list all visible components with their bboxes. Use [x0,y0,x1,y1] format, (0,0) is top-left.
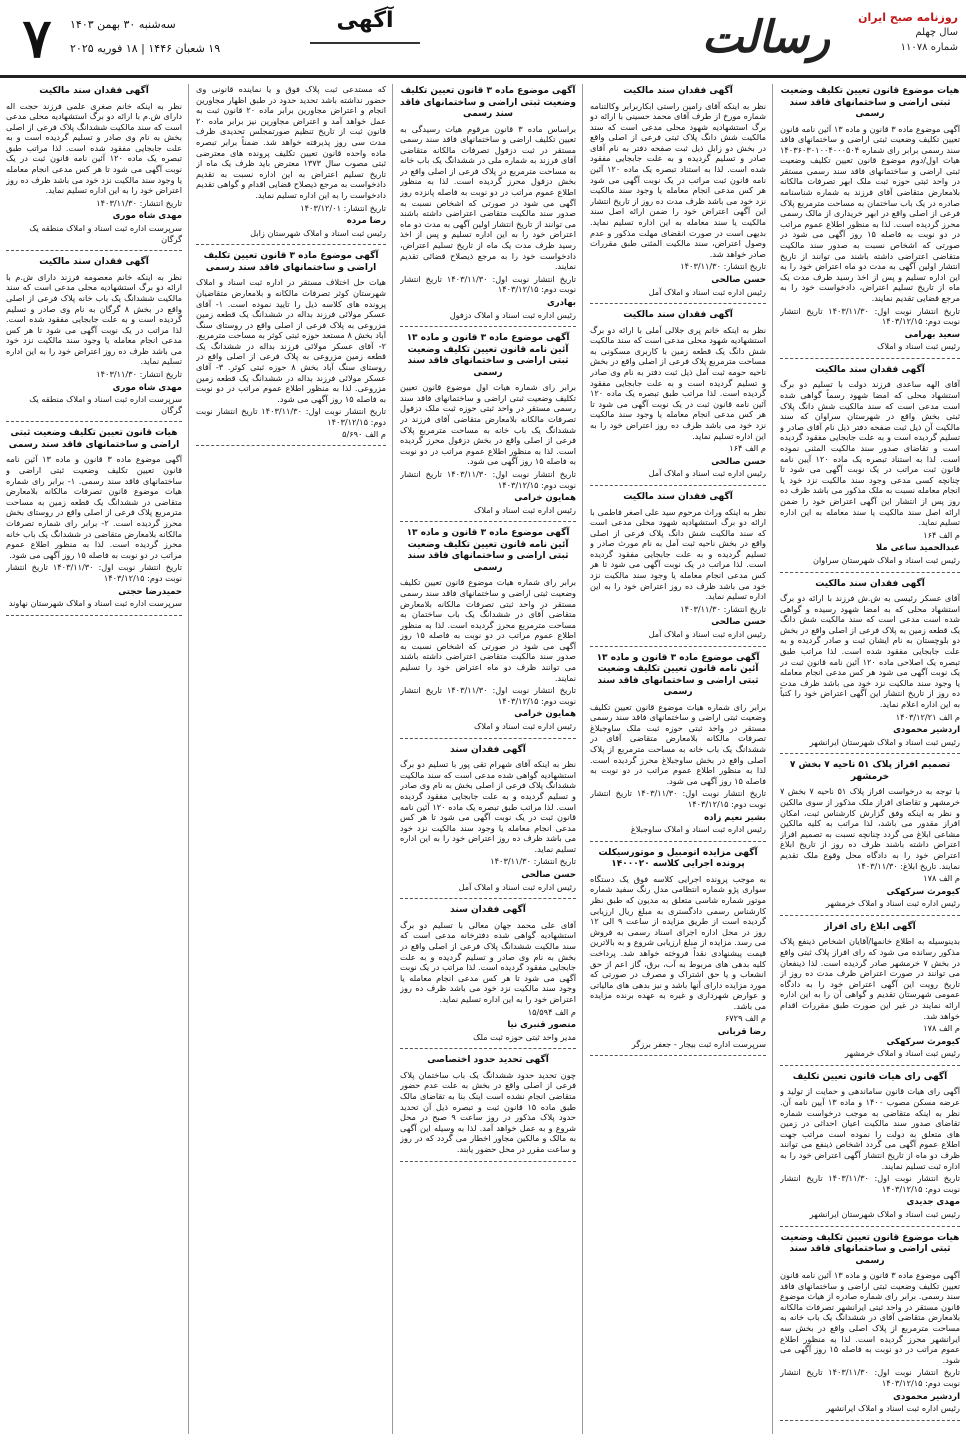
ad-separator [780,1065,960,1067]
ad-body: نظر به اینکه خانم معصومه فرزند دارای ش.م با ارائه دو برگ استشهادیه محلی مدعی است که سند مالکیت ششدانگ یک باب خانه پلاک فرعی از اصلی واقع در بخش ۸ گرگان به نام وی صادر و تسلیم گردیده است و به علت جابجایی مفقود شده است. لذا مراتب در یک نوبت آگهی می شود تا هر کس مدعی انجام معامله یا وجود سند مالکیت نزد خود می باشد ظرف ده روز اعتراض خود را به این اداره تسلیم نماید. [6,271,182,367]
page-header [0,0,966,78]
column-rule [188,84,189,1434]
ad-signature: مهدی شاه موری [112,211,182,222]
section-rule [310,42,420,52]
ad-separator [590,841,766,843]
ad-organization: مدیر واحد ثبتی حوزه ثبت ملک [473,1031,576,1042]
ad-notice [400,333,576,515]
ad-signature: سعید بهرامی [904,329,960,340]
ad-dates: تاریخ انتشار: ۱۴۰۳/۱۱/۳۰ [490,856,576,867]
ad-signature: بهادری [546,298,576,308]
ad-body: آقای علی محمد جهان معالی با تسلیم دو برگ استشهادیه گواهی شده دفترخانه مدعی است که سند مالکیت ششدانگ پلاک فرعی از اصلی واقع در بخش به نام وی صادر و تسلیم گردیده و به علت جابجایی مفقود گردیده است. لذا مراتب در یک نوبت آگهی می شود تا هر کس مدعی انجام معامله یا وجود سند مالکیت نزد خود می باشد ظرف ده روز اعتراض خود را به این اداره تسلیم نماید. [400,919,576,1004]
ad-notice [6,428,182,608]
ad-separator [780,753,960,755]
ad-signature: حسن صالحی [711,617,766,628]
ad-separator [400,738,576,740]
ad-separator [780,572,960,574]
ad-body: که مستدعی ثبت پلاک فوق و یا نماینده قانونی وی حضور نداشته باشد تحدید حدود در طبق اظهار مجاورین انجام و اعتراض مجاورین برابر ماده ۲۰ قانون ثبت به عمل خواهد آمد و اعتراض مجاورین نیز برابر ماده ۲۰ قانون ثبت از تاریخ تنظیم صورتمجلس تحدیدی ظرف مدت سی روز پذیرفته خواهد شد. ضمناً برابر تبصره ماده واحده قانون تعیین تکلیف پرونده های معترضی ثبتی مصوب سال ۱۳۷۳ معترض باید ظرف یک ماه از تاریخ تسلیم اعتراض به این اداره نسبت به تقدیم دادخواست به مرجع ذیصلاح قضایی اقدام و گواهی تقدیم دادخواست را به این اداره تسلیم نماید. [196,84,386,200]
ad-signature: حسن صالحی [711,456,766,467]
ad-body: چون تحدید حدود ششدانگ یک باب ساختمان پلاک فرعی از اصلی واقع در بخش به علت عدم حضور متقاضی انجام نشده است اینک بنا به تقاضای مالک طبق ماده ۱۵ قانون ثبت و تبصره ذیل آن تحدید حدود پلاک مذکور در روز ساعت ۹ صبح در محل شروع و به عمل خواهد آمد. لذا به وسیله این آگهی به مالک و مالکین مجاور اخطار می گردد که در روز و ساعت مقرر در محل حضور یابند. [400,1069,576,1154]
ad-notice [590,492,766,640]
ad-title: آگهی مزایده اتومبیل و موتورسیکلت پرونده اجرایی کلاسه ۱۴۰۰۰۲۰ [598,847,758,870]
ad-title: هیات قانون تعیین تکلیف وضعیت ثبتی اراضی و ساختمانهای فاقد سند رسمی [8,428,180,450]
ad-column-1 [780,84,960,1434]
ad-body: نظر به اینکه آقای رامین راستی ابکاربرابر وکالتنامه شماره مورخ از طرف آقای محمد حسینی با ارائه دو برگ استشهادیه شهود محلی مدعی است که سند مالکیت شش دانگ پلاک ثبتی فرعی از اصلی واقع در بخش دو زابل ذیل ثبت صفحه دفتر به نام آقای صادر و تسلیم گردیده و به علت جابجایی مفقود شده است. لذا به استناد تبصره یک ماده ۱۲۰ آئین نامه قانون ثبت مراتب در یک نوبت آگهی می شود هر کس مدعی انجام معامله یا وجود سند مالکیت نزد خود می باشد ظرف مدت ده روز از تاریخ انتشار این آگهی اعتراض خود را ضمن ارائه اصل سند مالکیت یا سند معامله به این اداره تسلیم نماید. بدیهی است در صورت انقضای مهلت مذکور و عدم وصول اعتراض، سند مالکیت المثنی طبق مقررات صادر خواهد شد. [590,100,766,259]
ad-separator [400,1048,576,1050]
ad-signature: حسن صالحی [521,870,576,881]
ad-body: با توجه به درخواست افراز پلاک ۵۱ ناحیه ۷ بخش ۷ خرمشهر و تقاضای افراز ملک مذکور از سوی مالکین و نظر به اینکه وفق گزارش کارشناس ثبت، امکان افراز مقدور می باشد، لذا مراتب به کلیه مالکین مشاعی ابلاغ می گردد چنانچه نسبت به تصمیم افراز اعتراض داشته باشند ظرف ده روز از تاریخ ابلاغ اعتراض خود را به دادگاه محل وقوع ملک تقدیم نمایند. تاریخ ابلاغ: ۱۴۰۳/۱۱/۳۰ [780,786,960,871]
page-number: ۷ [22,6,52,70]
ad-separator [400,1161,576,1163]
ad-dates: تاریخ انتشار نوبت اول: ۱۴۰۳/۱۱/۳۰ تاریخ انتشار نوبت دوم: ۱۴۰۳/۱۲/۱۵ [780,1367,960,1388]
ad-body: برابر رای شماره هیات موضوع قانون تعیین تکلیف وضعیت ثبتی اراضی و ساختمانهای فاقد سند رسمی مستقر در واحد ثبتی تصرفات مالکانه بلامعارض متقاضی آقای در ششدانگ یک باب ساختمان به مساحت مترمربع محرز گردیده است. لذا به منظور اطلاع عموم مراتب در دو نوبت به فاصله ۱۵ روز آگهی می شود در صورتی که اشخاص نسبت به صدور سند مالکیت متقاضی اعتراضی داشته باشند می توانند ظرف دو ماه اعتراض خود را تسلیم نمایند. [400,577,576,683]
ad-separator [400,898,576,900]
ad-separator [400,521,576,523]
ad-body: آقای الهه ساعدی فرزند دولت با تسلیم دو برگ استشهاد محلی که امضا شهود رسماً گواهی شده است مدعی است که سند مالکیت شش دانگ پلاک ثبتی بخش واقع در شهرستان سراوان که سند مالکیت آن ذیل ثبت صفحه دفتر ذیل نام آقای صادر و تسلیم گردیده است و به علت جابجایی مفقود گردیده است و تقاضای صدور سند مالکیت المثنی نموده است. لذا به استناد تبصره یک ماده ۱۲۰ آیین نامه قانون ثبت مراتب در یک نوبت آگهی می شود تا چنانچه کسی مدعی وجود سند مالکیت نزد خود یا انجام معامله نسبت به ملک مذکور می باشد ظرف ده روز پس از انتشار این آگهی اعتراض خود را ضمن ارائه اصل سند مالکیت یا سند معامله به این اداره تسلیم نماید. [780,379,960,528]
ad-signature: همایون خرامی [514,709,576,720]
ad-dates: تاریخ انتشار نوبت اول: ۱۴۰۳/۱۱/۳۰ تاریخ انتشار نوبت دوم: ۱۴۰۳/۱۲/۱۵ [196,406,386,428]
ad-signature: منصور قنبری نیا [507,1020,576,1031]
ad-organization: رئیس اداره ثبت اسناد و املاک آمل [458,881,576,892]
ad-body: برابر رای شماره هیات موضوع قانون تعیین تکلیف وضعیت ثبتی اراضی و ساختمانهای فاقد سند رسمی مستقر در واحد ثبتی حوزه ثبت ملک ساوجبلاغ تصرفات مالکانه بلامعارض متقاضی آقای در ششدانگ یک باب خانه به مساحت مترمربع از پلاک اصلی واقع در بخش ساوجبلاغ محرز گردیده است. لذا به منظور اطلاع عموم مراتب در دو نوبت به فاصله ۱۵ روز آگهی می شود. [590,701,766,786]
ad-notice [780,760,960,909]
ad-separator [780,1226,960,1228]
ad-body: آقای عسکر رئیسی به ش.ش فرزند با ارائه دو برگ استشهاد محلی که به امضا شهود رسیده و گواهی شده است مدعی است که سند مالکیت شش دانگ یک قطعه زمین به پلاک فرعی از اصلی واقع در بخش دو بلوچستان به نام ایشان ثبت و صادر گردیده و به علت جابجایی مفقود شده است. لذا مراتب طبق تبصره یک اصلاحی ماده ۱۲۰ آئین نامه قانون ثبت در یک نوبت آگهی می شود هر کس مدعی انجام معامله یا وجود سند مالکیت نزد خود می باشد ظرف مدت ده روز از تاریخ انتشار این آگهی اعتراض خود را کتباً به این اداره اعلام نماید. [780,593,960,709]
ad-title: آگهی فقدان سند مالکیت [815,364,925,375]
ad-signature: رضا قربانی [717,1027,766,1038]
ad-column-2 [590,84,766,1434]
ad-notice [780,86,960,352]
ad-title: آگهی موضوع ماده ۳ قانون و ماده ۱۳ آئین نامه قانون تعیین تکلیف وضعیت ثبتی اراضی و ساختمانهای فاقد سند رسمی [406,333,570,378]
ad-dates: م الف ۱۶۴ [729,443,766,454]
column-rule [582,84,583,1434]
ad-notice [400,1055,576,1154]
ad-organization: رئیس اداره ثبت اسناد و املاک آمل [648,629,766,640]
ad-title: هیات موضوع قانون تعیین تکلیف وضعیت ثبتی اراضی و ساختمانهای فاقد سند رسمی [780,1232,960,1266]
ad-organization: رئیس ثبت اسناد و املاک خرمشهر [844,1048,960,1059]
ad-notice [400,745,576,893]
ad-organization: رئیس اداره ثبت اسناد و املاک ایرانشهر [826,1403,960,1414]
ad-dates: تاریخ انتشار نوبت اول: ۱۴۰۳/۱۱/۳۰ تاریخ انتشار نوبت دوم: ۱۴۰۳/۱۲/۱۵ [400,468,576,490]
ad-dates: م الف ۱۷۸ [923,1023,960,1034]
ad-separator [6,250,182,252]
ad-separator [780,358,960,360]
ad-organization: رئیس اداره ثبت اسناد و املاک [474,721,576,732]
ad-organization: رئیس اداره ثبت اسناد و املاک خرمشهر [825,898,960,909]
ad-separator [590,1055,766,1057]
ad-title: آگهی فقدان سند مالکیت [39,86,149,96]
ad-signature: مهدی شاه موری [112,382,182,393]
ad-signature: حسن صالحی [711,275,766,285]
ad-column-5 [6,84,182,1434]
brand-name: روزنامه صبح ایران [858,11,958,24]
date-line-2: ۱۹ شعبان ۱۴۴۶ | ۱۸ فوریه ۲۰۲۵ [70,42,221,55]
ad-dates: تاریخ انتشار: ۱۴۰۳/۱۱/۳۰ [680,261,766,272]
ad-body: آگهی موضوع ماده ۳ قانون و ماده ۱۳ آئین نامه قانون تعیین تکلیف وضعیت ثبتی اراضی و ساختمانهای فاقد سند رسمی. ۱- برابر رای شماره هیات موضوع قانون تصرفات مالکانه بلامعارض متقاضی در ششدانگ یک قطعه زمین به مساحت مترمربع پلاک فرعی از اصلی واقع در روستای بخش محرز گردیده است. ۲- برابر رای شماره تصرفات مالکانه بلامعارض متقاضی در ششدانگ یک باب خانه محرز گردیده است. لذا به منظور اطلاع عموم مراتب در دو نوبت به فاصله ۱۵ روز آگهی می شود. [6,454,182,560]
ad-separator [590,303,766,305]
ad-title: آگهی تحدید حدود اختصاصی [427,1055,549,1066]
column-rule [392,84,393,1434]
ad-organization: سرپرست اداره ثبت اسناد و املاک منطقه یک گرگان [29,394,182,415]
ad-body: براساس ماده ۳ قانون مرقوم هیات رسیدگی به تعیین تکلیف اراضی و ساختمانهای فاقد سند رسمی مستقر در ثبت دزفول تصرفات مالکانه متقاضی آقای فرزند به شماره ملی در ششدانگ یک باب خانه به مساحت مترمربع در پلاک فرعی از اصلی واقع در بخش دزفول محرز گردیده است. لذا به منظور اطلاع عموم مراتب در دو نوبت به فاصله پانزده روز آگهی می شود در صورتی که اشخاص نسبت به صدور سند مالکیت متقاضی اعتراضی داشته باشند می توانند از تاریخ انتشار اولین آگهی به مدت دو ماه اعتراض خود را به این اداره تسلیم و پس از اخذ رسید ظرف مدت یک ماه از تاریخ تسلیم اعتراض، دادخواست خود را به مرجع ذیصلاح قضائی تقدیم نمایند. [400,123,576,272]
ad-title: آگهی فقدان سند [450,744,526,755]
ad-notice [196,84,386,238]
ad-notice [590,310,766,479]
ad-body: هیات حل اختلاف مستقر در اداره ثبت اسناد و املاک شهرستان کوثر تصرفات مالکانه و بلامعارض متقاضیان پرونده های کلاسه ذیل را تایید نموده است. ۱- آقای عسکر مولائی فرزند بداله در ششدانگ یک قطعه زمین مزروعی به پلاک فرعی از اصلی واقع در روستای سنگ آباد بخش ۸ مستعد حوزه ثبتی کوثر به مساحت مترمربع. ۲- آقای عسکر مولائی فرزند بداله در ششدانگ یک قطعه زمین مزروعی به پلاک فرعی از اصلی واقع در روستای سنگ آباد بخش ۸ حوزه ثبتی کوثر. ۳- آقای عسکر مولائی فرزند بداله در ششدانگ یک قطعه زمین مزروعی. لذا به منظور اطلاع عموم مراتب در دو نوبت به فاصله ۱۵ روز آگهی می شود. [196,277,386,404]
ad-notice [780,1233,960,1414]
ad-separator [400,326,576,328]
ad-body: نظر به اینکه خانم صغری علمی فرزند حجت اله دارای ش.م با ارائه دو برگ استشهادیه محلی مدعی است که سند مالکیت ششدانگ پلاک فرعی از اصلی بخش به نام وی صادر و تسلیم گردیده است و به علت جابجایی مفقود شده است. لذا مراتب طبق تبصره یک ماده ۱۲۰ آئین نامه قانون ثبت در یک نوبت آگهی می شود تا هر کس مدعی انجام معامله یا وجود سند مالکیت نزد خود می باشد ظرف ده روز اعتراض خود را به این اداره تسلیم نماید. [6,100,182,196]
ad-body: برابر رای شماره هیات اول موضوع قانون تعیین تکلیف وضعیت ثبتی اراضی و ساختمانهای فاقد سند رسمی مستقر در واحد ثبتی حوزه ثبت ملک دزفول تصرفات مالکانه بلامعارض متقاضی آقای فرزند در ششدانگ یک باب خانه به مساحت مترمربع پلاک فرعی از اصلی واقع در بخش دزفول محرز گردیده است. لذا به منظور اطلاع عموم مراتب در دو نوبت به فاصله ۱۵ روز آگهی می شود. [400,382,576,467]
ad-signature: اردشیر محمودی [893,1391,960,1402]
ad-separator [780,1420,960,1422]
ad-signature: مهدی جدیدی [906,1197,960,1208]
ad-notice [780,579,960,748]
ad-title: آگهی موضوع ماده ۳ قانون تعیین تکلیف وضعیت ثبتی اراضی و ساختمانهای فاقد سند رسمی [400,86,576,119]
ad-notice [590,848,766,1050]
ad-notice [780,922,960,1059]
date-line-1: سه‌شنبه ۳۰ بهمن ۱۴۰۳ [70,18,176,31]
ad-column-4 [196,84,386,1434]
ad-notice [400,905,576,1042]
ad-dates: تاریخ انتشار نوبت اول: ۱۴۰۳/۱۱/۳۰ تاریخ انتشار نوبت دوم: ۱۴۰۳/۱۲/۱۵ [780,305,960,327]
ad-dates: تاریخ انتشار: ۱۴۰۳/۱۱/۳۰ [680,603,766,614]
ad-title: آگهی موضوع ماده ۳ قانون و ماده ۱۳ آئین نامه قانون تعیین تکلیف وضعیت ثبتی اراضی و ساختمانهای فاقد سند رسمی [406,528,570,573]
ad-notice [196,251,386,439]
ad-title: آگهی فقدان سند مالکیت [815,578,925,589]
ad-notice [400,528,576,731]
ad-dates: تاریخ انتشار نوبت اول: ۱۴۰۳/۱۱/۳۰ تاریخ انتشار نوبت دوم: ۱۴۰۳/۱۲/۱۵ [6,562,182,583]
ad-signature: رضا مرده [346,216,386,227]
ads-content [6,84,960,1434]
ad-dates: تاریخ انتشار نوبت اول: ۱۴۰۳/۱۱/۳۰ تاریخ انتشار نوبت دوم: ۱۴۰۳/۱۲/۱۵ [780,1173,960,1194]
ad-dates: تاریخ انتشار نوبت اول: ۱۴۰۳/۱۱/۳۰ تاریخ انتشار نوبت دوم: ۱۴۰۳/۱۲/۱۵ [400,273,576,295]
ad-notice [400,86,576,320]
ad-title: آگهی موضوع ماده ۳ قانون و ماده ۱۳ آئین نامه قانون تعیین تکلیف وضعیت ثبتی اراضی و ساختمانهای فاقد سند رسمی [596,652,760,698]
ad-organization: رئیس ثبت اسناد و املاک شهرستان ایرانشهر [809,1208,960,1219]
ad-notice [590,653,766,835]
ad-notice [780,365,960,566]
column-rule [772,84,773,1434]
ad-separator [780,915,960,917]
ad-organization: رئیس اداره ثبت اسناد و املاک دزفول [449,309,576,320]
ad-body: آگهی موضوع ماده ۳ قانون و ماده ۱۳ آئین نامه قانون تعیین تکلیف وضعیت ثبتی اراضی و ساختمانهای فاقد سند رسمی برابر رای شماره ۱۴۰۳۶۰۳۰۱۰۰۴۰۰۰۵۰۴ هیات اول/دوم موضوع قانون تعیین تکلیف وضعیت ثبتی اراضی و ساختمانهای فاقد سند رسمی مستقر در واحد ثبتی حوزه ثبت ملک ابهر تصرفات مالکانه بلامعارض متقاضی آقای فرزند به شماره شناسنامه صادره در یک باب ساختمان به مساحت مترمربع پلاک فرعی از اصلی واقع در ابهر خریداری از مالک رسمی محرز گردیده است. لذا به منظور اطلاع عموم مراتب در دو نوبت به فاصله ۱۵ روز آگهی می شود در صورتی که اشخاص نسبت به صدور سند مالکیت متقاضی اعتراضی داشته باشند می توانند از تاریخ انتشار اولین آگهی به مدت دو ماه اعتراض خود را به این اداره تسلیم و پس از اخذ رسید ظرف مدت یک ماه از تاریخ تسلیم اعتراض، دادخواست خود را به مرجع قضایی تقدیم نمایند. [780,123,960,303]
ad-organization: رئیس اداره ثبت اسناد و املاک آمل [648,286,766,297]
ad-body: آگهی رای هیات قانون ساماندهی و حمایت از تولید و عرضه مسکن مصوب ۱۴۰۰ و ماده ۱۳ آیین نامه آن. نظر به اینکه متقاضی به موجب درخواست شماره تقاضای صدور سند مالکیت اعیان احداثی در زمین های متعلق به دولت را نموده است مراتب جهت اطلاع عموم آگهی می گردد اشخاص ذینفع می توانند ظرف دو ماه از تاریخ انتشار آگهی اعتراض خود را به اداره ثبت تسلیم نمایند. [780,1086,960,1171]
ad-organization: رئیس ثبت اسناد و املاک شهرستان سراوان [812,554,960,565]
ad-notice [6,257,182,415]
ad-separator [6,421,182,423]
ad-organization: رئیس اداره ثبت اسناد و املاک آمل [648,468,766,479]
ad-separator [196,445,386,447]
ad-title: آگهی فقدان سند مالکیت [623,310,733,321]
ad-separator [196,244,386,246]
ad-body: نظر به اینکه خانم پری جلالی آملی با ارائه دو برگ استشهادیه شهود محلی مدعی است که سند مالکیت شش دانگ یک قطعه زمین با کاربری مسکونی به مساحت مترمربع پلاک فرعی از اصلی واقع در بخش ناحیه حومه ثبت آمل ذیل ثبت دفتر به نام وی صادر و تسلیم گردیده است و به علت جابجایی مفقود گردیده است. لذا مراتب طبق تبصره یک ماده ۱۲۰ آئین نامه قانون ثبت در یک نوبت آگهی می شود تا هر کس مدعی انجام معامله یا وجود سند مالکیت نزد خود می باشد ظرف ده روز اعتراض خود را به این اداره تسلیم نماید. [590,324,766,441]
brand-year: سال چهلم [915,27,958,38]
ad-body: آگهی موضوع ماده ۳ قانون و ماده ۱۳ آئین نامه قانون تعیین تکلیف وضعیت ثبتی اراضی و ساختمانهای فاقد سند رسمی. برابر رای شماره صادره از هیات موضوع قانون مستقر در واحد ثبتی ایرانشهر تصرفات مالکانه بلامعارض متقاضی آقای در ششدانگ یک باب خانه به مساحت مترمربع از پلاک اصلی واقع در بخش سه ایرانشهر محرز گردیده است. لذا به منظور اطلاع عموم مراتب در دو نوبت به فاصله ۱۵ روز آگهی می شود. [780,1270,960,1365]
ad-body: بدینوسیله به اطلاع خانمها/آقایان اشخاص ذینفع پلاک مذکور رسانده می شود که رای افراز پلاک ثبتی واقع در بخش ۷ خرمشهر صادر گردیده است. لذا ذینفعان می توانند در صورت اعتراض ظرف مدت ده روز از تاریخ رویت این آگهی اعتراض خود را به دادگاه عمومی شهرستان تقدیم و گواهی آن را به این اداره ارائه نمایند در غیر این صورت طبق مقررات اقدام خواهد شد. [780,936,960,1021]
ad-notice [780,1072,960,1220]
ad-title: آگهی فقدان سند مالکیت [39,257,149,268]
ad-organization: سرپرست اداره ثبت اسناد و املاک شهرستان نهاوند [8,598,182,609]
ad-organization: سرپرست اداره ثبت اسناد و املاک منطقه یک گرگان [29,223,182,244]
ad-dates: م الف ۶۷۲۹ [724,1013,766,1024]
ad-dates: تاریخ انتشار: ۱۴۰۳/۱۱/۳۰ [96,369,182,380]
ad-dates: تاریخ انتشار: ۱۴۰۳/۱۱/۳۰ [96,197,182,208]
ad-title: آگهی موضوع ماده ۳ قانون تعیین تکلیف اراضی و ساختمانهای فاقد سند رسمی [203,251,379,273]
ad-title: آگهی رای هیات قانون تعیین تکلیف [792,1071,948,1082]
newspaper-logo: رسالت [701,12,831,63]
ad-dates: تاریخ انتشار: ۱۴۰۳/۱۲/۰۱ [300,202,386,213]
ad-organization: رئیس ثبت اسناد و املاک شهرستان زابل [250,227,386,238]
ad-body: نظر به اینکه وراث مرحوم سید علی اصغر فاطمی با ارائه دو برگ استشهادیه شهود محلی مدعی است که سند مالکیت شش دانگ پلاک فرعی از اصلی واقع در بخش ناحیه ثبت آمل به نام مورث صادر و تسلیم گردیده و به علت جابجایی مفقود گردیده است. لذا مراتب در یک نوبت آگهی می شود تا هر کس مدعی انجام معامله یا وجود سند مالکیت نزد خود می باشد ظرف ده روز اعتراض خود را به این اداره تسلیم نماید. [590,506,766,602]
ad-title: آگهی فقدان سند مالکیت [623,492,733,502]
ad-title: آگهی فقدان سند مالکیت [623,86,733,96]
ad-notice [590,86,766,297]
ad-column-3 [400,84,576,1434]
ad-dates: م الف ۱۴۰۳/۱۲/۲۱ [895,711,960,722]
ad-signature: بشیر نعیم زاده [704,812,766,823]
ad-dates: م الف ۱۶۴ [923,529,960,540]
ad-body: نظر به اینکه آقای شهرام تقی پور با تسلیم دو برگ استشهادیه گواهی شده مدعی است که سند مالکیت ششدانگ پلاک فرعی از اصلی بخش به نام وی صادر و تسلیم گردیده و به علت جابجایی مفقود گردیده است. لذا مراتب طبق تبصره یک ماده ۱۲۰ آئین نامه قانون ثبت در یک نوبت آگهی می شود تا هر کس مدعی انجام معامله یا وجود سند مالکیت نزد خود می باشد ظرف ده روز اعتراض خود را به این اداره تسلیم نماید. [400,759,576,854]
ad-organization: رئیس اداره ثبت اسناد و املاک [474,504,576,515]
ad-organization: رئیس ثبت اسناد و املاک [877,341,960,352]
ad-signature: کیومرث سرکهکی [886,886,960,897]
ad-body: به موجب پرونده اجرایی کلاسه فوق یک دستگاه سواری پژو شماره انتظامی مدل رنگ سفید شماره موتور شماره شاسی متعلق به مدیون که طبق نظر کارشناس رسمی دادگستری به مبلغ ریال ارزیابی گردیده است از طریق مزایده از ساعت ۹ الی ۱۲ روز در محل اداره اجرای اسناد رسمی به فروش می رسد. مزایده از مبلغ ارزیابی شروع و به بالاترین قیمت پیشنهادی نقداً فروخته خواهد شد. پرداخت کلیه بدهی های مربوط به آب، برق، گاز اعم از حق انشعاب و یا حق اشتراک و مصرف در صورتی که مورد مزایده دارای آنها باشد و نیز بدهی های مالیاتی و عوارض شهرداری و غیره به عهده برنده مزایده می باشد. [590,873,766,1011]
brand-box [854,10,958,66]
ad-signature: کیومرث سرکهکی [886,1036,960,1047]
ad-separator [590,646,766,648]
ad-organization: رئیس اداره ثبت اسناد و املاک ساوجبلاغ [630,824,766,835]
ad-signature: همایون خرامی [514,493,576,504]
ad-dates: تاریخ انتشار نوبت اول: ۱۴۰۳/۱۱/۳۰ تاریخ انتشار نوبت دوم: ۱۴۰۳/۱۲/۱۵ [400,685,576,706]
ad-organization: سرپرست اداره ثبت بیجار - جعفر برزگر [631,1038,766,1049]
section-title: آگهی [336,8,394,33]
ad-dates: م الف ۱۷۸ [923,873,960,884]
ad-title: آگهی فقدان سند [450,905,526,916]
ad-signature: حمیدرضا حجتی [118,586,182,597]
ad-organization: م الف ۵/۶۹۰ [342,428,386,439]
ad-separator [590,485,766,487]
ad-dates: م الف ۱۵/۵۹۴ [527,1006,576,1017]
issue-info [8,6,221,70]
ad-signature: عبدالحمید ساعی ملا [875,543,960,554]
ad-title: هیات موضوع قانون تعیین تکلیف وضعیت ثبتی اراضی و ساختمانهای فاقد سند رسمی [780,86,960,119]
ad-separator [6,615,182,617]
ad-title: تصمیم افراز پلاک ۵۱ ناحیه ۷ بخش ۷ خرمشهر [789,760,951,782]
ad-notice [6,86,182,244]
brand-issue: شماره ۱۱۰۷۸ [900,42,958,53]
ad-signature: اردشیر محمودی [893,725,960,736]
ad-organization: رئیس ثبت اسناد و املاک شهرستان ایرانشهر [809,736,960,747]
ad-dates: تاریخ انتشار نوبت اول: ۱۴۰۳/۱۱/۳۰ تاریخ انتشار نوبت دوم: ۱۴۰۳/۱۲/۱۵ [590,788,766,809]
ad-title: آگهی ابلاغ رای افراز [824,921,916,932]
